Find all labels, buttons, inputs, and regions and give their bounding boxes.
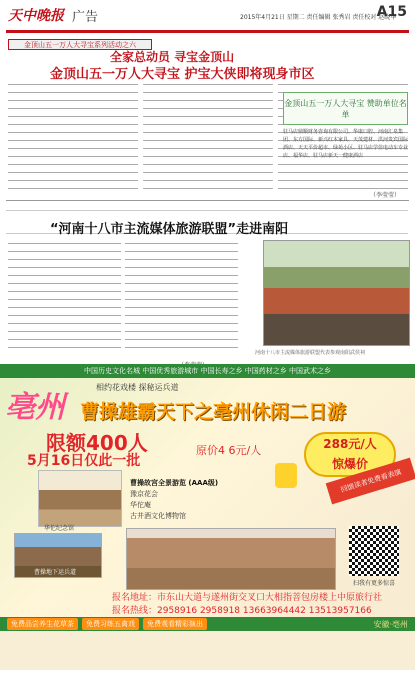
ad-top-bar: 中国历史文化名城 中国优秀旅游城市 中国长寿之乡 中国药材之乡 中国武术之乡: [0, 364, 415, 378]
promo-ribbon: 回馈读者免费看表演: [326, 458, 415, 505]
reporter-credit: （李莹莹）: [370, 192, 401, 199]
badge-sub: 惊爆价: [331, 457, 368, 471]
attraction-caption: 华佗纪念馆: [44, 525, 75, 532]
limited-offer: 限额400人: [46, 431, 148, 455]
article2-body: [8, 241, 238, 361]
badge-price: 288元/人: [323, 437, 377, 451]
headline-main: 全家总动员 寻宝金顶山: [110, 50, 235, 64]
attraction-photo: [38, 470, 122, 527]
sponsor-title: 金顶山五一万人大寻宝 赞助单位名单: [284, 99, 407, 119]
article2-column: [8, 241, 121, 361]
details-line: 古井酒文化博物馆: [130, 512, 186, 520]
details-title: 曹操故宫全景游览 (AAA级): [130, 479, 219, 487]
ad-main-title: 曹操雄霸天下之亳州休闲二日游: [80, 401, 347, 423]
section-title: 广告: [72, 10, 99, 25]
photo-caption: 河南十八市主流媒体旅游联盟代表参观南阳武侯祠: [255, 350, 366, 356]
article-column: [8, 82, 138, 194]
date-line: 2015年4月21日 星期二 责任编辑 张秀岩 责任校对 赵晓华: [240, 14, 397, 21]
headline-sub: 金顶山五一万人大寻宝 护宝大侠即将现身市区: [50, 67, 315, 82]
header-rule: [6, 30, 409, 33]
sponsor-box: [283, 92, 408, 125]
page-number: A15: [376, 4, 407, 20]
details-line: 华佗庵: [130, 501, 151, 509]
sponsor-list: 驻马店鼎顺财务咨询有限公司、华康口腔、河南汇泉集团、东方国际、新兴红木家具、天茂建材、洪河贵宾国际酒店、天天平价超市、绿苑小区、驻马店学佳电动车专业店、福华店、驻马店新天一健康酒店: [283, 129, 409, 159]
details-line: 豫京花会: [130, 490, 158, 498]
article2-headline: “河南十八市主流媒体旅游联盟”走进南阳: [50, 222, 289, 237]
article-series-tag: 金顶山五一万人大寻宝系列活动之六: [8, 39, 152, 50]
palace-photo: [126, 528, 336, 590]
original-price: 原价4 6元/人: [196, 444, 262, 457]
benefit-pill: 免费品尝养生花草茶: [7, 618, 78, 630]
ad-bottom-strip: [0, 617, 415, 631]
ad-subline: 相约花戏楼 探秘运兵道: [96, 383, 179, 392]
city-logo: 亳州: [5, 390, 65, 425]
register-phone: 报名热线：2958916 2958918 13663964442 13513957166: [112, 606, 372, 616]
masthead-logo: 天中晚报: [8, 8, 64, 24]
brand-location: 安徽·亳州: [373, 619, 408, 629]
benefit-pill: 免费习练五禽戏: [82, 618, 139, 630]
article2-photo: [263, 240, 410, 346]
benefit-pill: 免费观看精彩演出: [143, 618, 207, 630]
section-divider: [6, 200, 409, 201]
qr-caption: 扫我有更多惊喜: [353, 580, 396, 587]
register-address: 报名地址：市东山大道与遂州街交叉口大相指菩包房楼上中原旅行社: [112, 593, 383, 603]
attraction-caption: 曹操地下运兵道: [34, 569, 77, 576]
offer-date: 5月16日仅此一批: [27, 453, 141, 469]
qr-code: [349, 526, 399, 576]
article2-column: [125, 241, 238, 361]
article-column: [143, 82, 273, 194]
